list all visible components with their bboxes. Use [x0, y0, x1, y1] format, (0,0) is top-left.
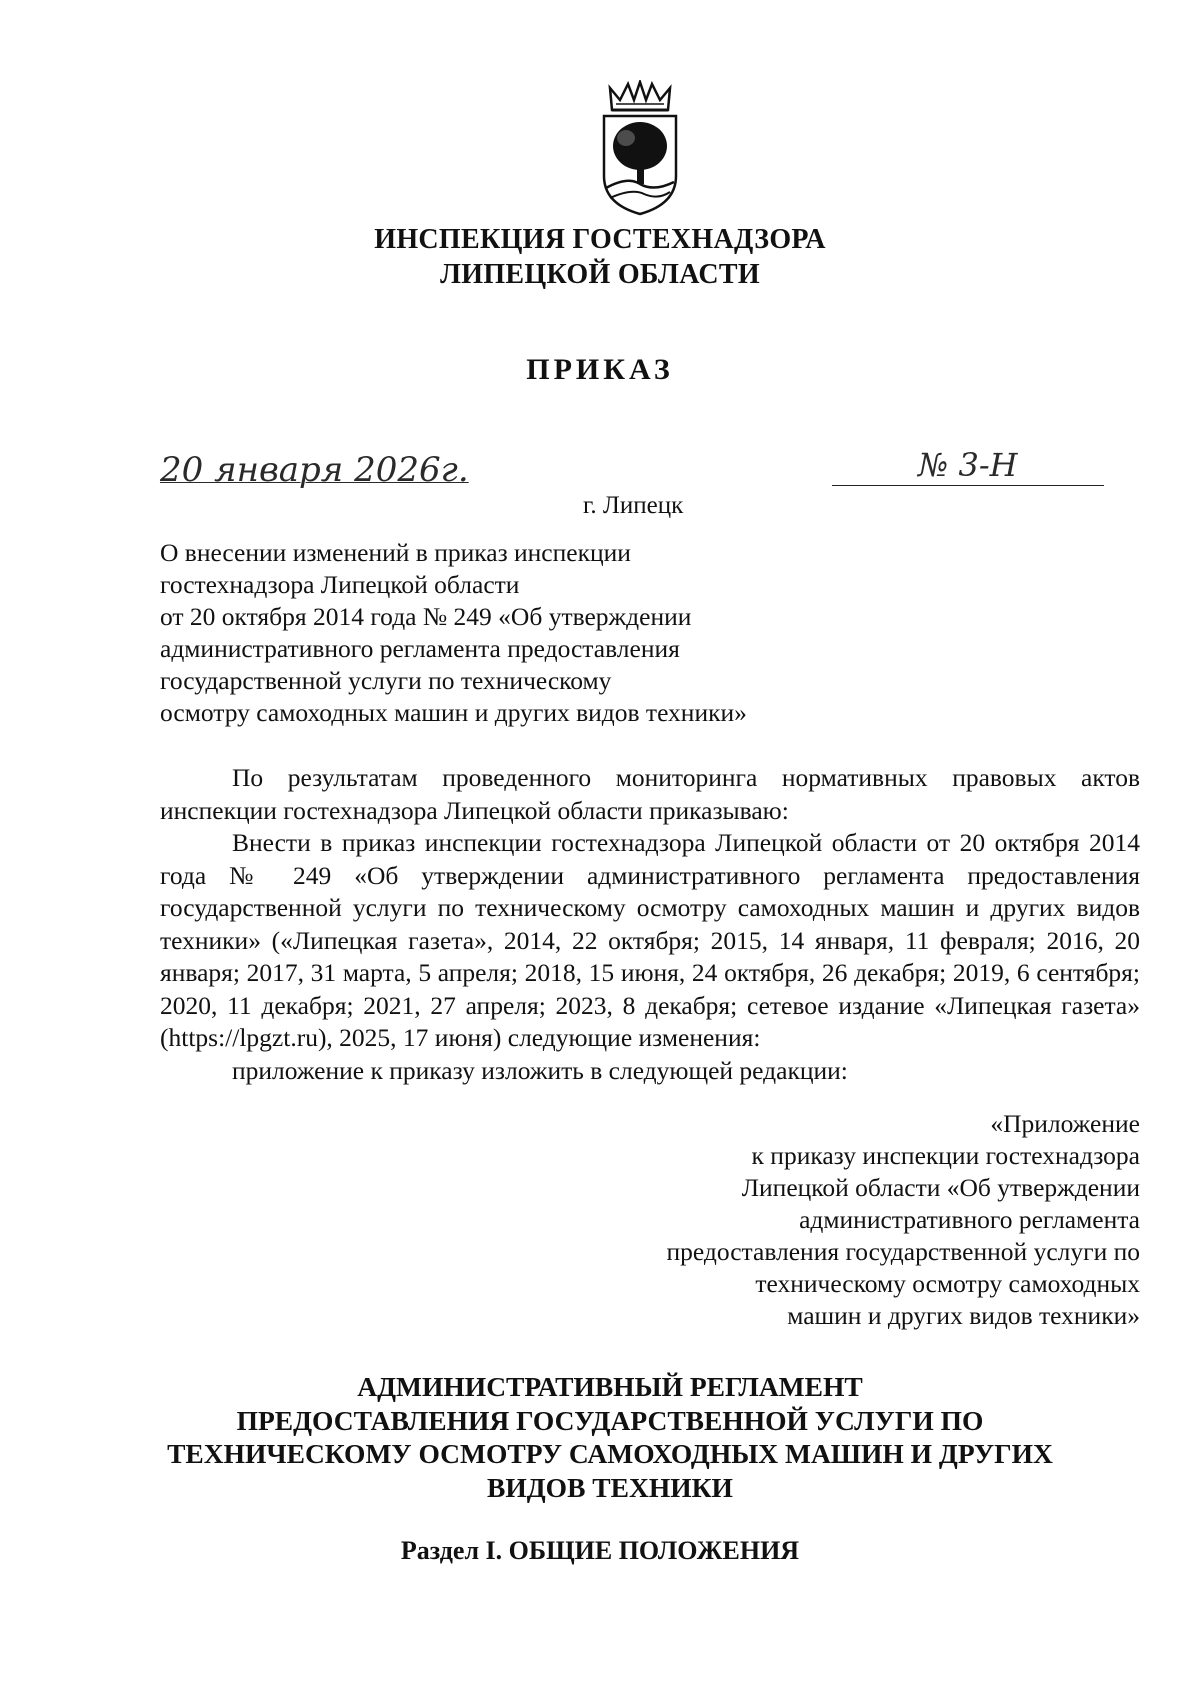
order-number-underline [832, 485, 1104, 486]
regulation-title [140, 1370, 1080, 1504]
subject-line: государственной услуги по техническому [160, 666, 612, 695]
order-title: ПРИКАЗ [526, 353, 674, 386]
order-subject [160, 537, 860, 729]
appendix-line: административного регламента [799, 1205, 1140, 1234]
order-body [160, 762, 1140, 1087]
body-paragraph-instruction: приложение к приказу изложить в следующей редакции: [232, 1055, 848, 1085]
organization-line-1: ИНСПЕКЦИЯ ГОСТЕХНАДЗОРА [374, 224, 826, 255]
subject-line: гостехнадзора Липецкой области [160, 570, 520, 599]
appendix-line: машин и других видов техники» [787, 1301, 1140, 1330]
regulation-title-line: ТЕХНИЧЕСКОМУ ОСМОТРУ САМОХОДНЫХ МАШИН И ДРУГИХ [167, 1438, 1053, 1469]
order-number-handwritten: № 3-Н [918, 446, 1018, 484]
coat-of-arms-icon [598, 80, 682, 216]
body-paragraph-preamble: По результатам проведенного мониторинга нормативных правовых актов инспекции гостехнадзора Липецкой области приказываю: [160, 763, 1140, 825]
subject-line: от 20 октября 2014 года № 249 «Об утверждении [160, 602, 692, 631]
appendix-line: к приказу инспекции гостехнадзора [751, 1141, 1140, 1170]
regulation-title-line: ВИДОВ ТЕХНИКИ [487, 1471, 733, 1503]
organization-name [0, 222, 1200, 292]
subject-line: О внесении изменений в приказ инспекции [160, 538, 631, 567]
regulation-title-line: АДМИНИСТРАТИВНЫЙ РЕГЛАМЕНТ [357, 1371, 863, 1402]
order-date-handwritten: 20 января 2026г. [160, 450, 469, 490]
section-heading: Раздел I. ОБЩИЕ ПОЛОЖЕНИЯ [400, 1536, 800, 1565]
appendix-line: предоставления государственной услуги по [666, 1237, 1140, 1266]
organization-line-2: ЛИПЕЦКОЙ ОБЛАСТИ [440, 259, 760, 290]
body-paragraph-amendment: Внести в приказ инспекции гостехнадзора Липецкой области от 20 октября 2014 года № 249 «Об утверждении административного регламента предоставления государственной услуги по техническому осмотру самоходных машин и других видов техники» («Липецкая газета», 2014, 22 октября; 2015, 14 января, 11 февраля; 2016, 20 января; 2017, 31 марта, 5 апреля; 2018, 15 июня, 24 октября, 26 декабря; 2019, 6 сентября; 2020, 11 декабря; 2021, 27 апреля; 2023, 8 декабря; сетевое издание «Липецкая газета» (https://lpgzt.ru), 2025, 17 июня) следующие изменения: [160, 828, 1140, 1052]
subject-line: административного регламента предоставления [160, 634, 680, 663]
appendix-reference [560, 1108, 1140, 1332]
regulation-title-line: ПРЕДОСТАВЛЕНИЯ ГОСУДАРСТВЕННОЙ УСЛУГИ ПО [236, 1404, 984, 1436]
order-city: г. Липецк [583, 492, 684, 519]
appendix-line: Липецкой области «Об утверждении [741, 1173, 1140, 1202]
appendix-line: «Приложение [990, 1109, 1140, 1138]
subject-line: осмотру самоходных машин и других видов техники» [160, 698, 747, 727]
appendix-line: техническому осмотру самоходных [755, 1269, 1140, 1298]
